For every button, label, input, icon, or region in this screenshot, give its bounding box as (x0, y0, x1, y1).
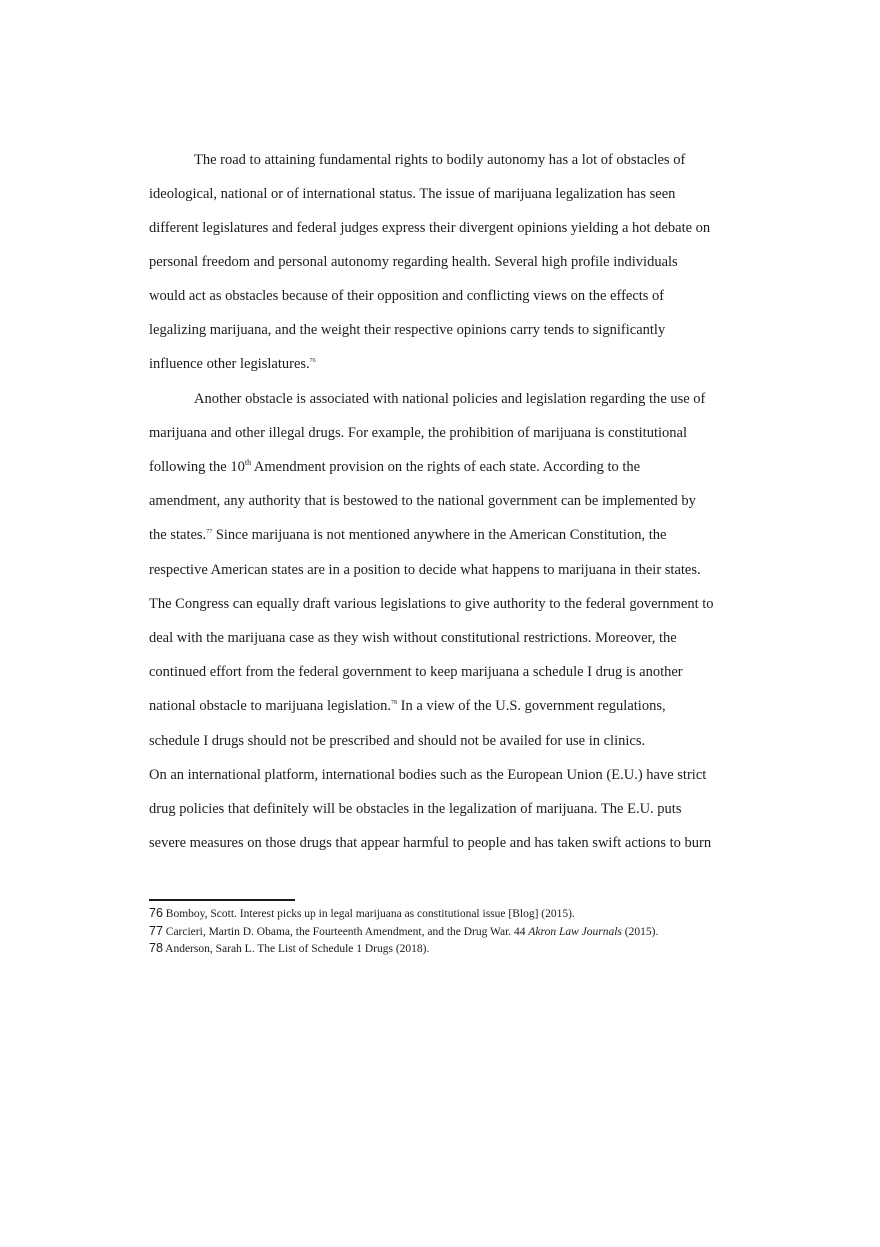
paragraph-2-line-1 (194, 390, 705, 408)
footnote-number: 77 (149, 924, 163, 938)
text-run: Since marijuana is not mentioned anywhere in the American Constitution, the (212, 527, 667, 543)
text-run: respective American states are in a position to decide what happens to marijuana in their states. (149, 562, 701, 578)
ordinal-suffix: th (244, 458, 252, 467)
footnote-ref-77[interactable]: 77 (206, 529, 213, 535)
paragraph-2-line-8 (149, 629, 677, 647)
paragraph-1-line-2 (149, 185, 675, 203)
footnote-ref-78[interactable]: 78 (391, 700, 397, 706)
text-run: legalizing marijuana, and the weight their respective opinions carry tends to significantly (149, 322, 666, 338)
text-run: On an international platform, international bodies such as the European Union (E.U.) have strict (149, 767, 707, 783)
footnote-number: 78 (149, 941, 163, 955)
paragraph-2-line-2 (149, 424, 687, 442)
footnote-77 (149, 924, 658, 939)
paragraph-3-line-2 (149, 800, 681, 818)
footnote-ref-76[interactable]: 76 (309, 358, 316, 364)
footnote-78 (149, 941, 429, 956)
paragraph-3-line-3 (149, 834, 711, 852)
text-run: continued effort from the federal government to keep marijuana a schedule I drug is another (149, 664, 683, 680)
footnote-text: (2015). (621, 926, 659, 938)
text-run: severe measures on those drugs that appear harmful to people and has taken swift actions to burn (149, 835, 712, 851)
paragraph-2-line-4 (149, 492, 696, 510)
text-run: ideological, national or of international status. The issue of marijuana legalization has seen (149, 186, 676, 202)
text-run: The road to attaining fundamental rights to bodily autonomy has a lot of obstacles of (194, 152, 686, 168)
footnote-76 (149, 906, 575, 921)
paragraph-2-line-7 (149, 595, 714, 613)
paragraph-2-line-5 (149, 526, 666, 544)
text-run: drug policies that definitely will be obstacles in the legalization of marijuana. The E.U. puts (149, 801, 682, 817)
text-run: following the 10 (149, 459, 245, 475)
paragraph-1-line-3 (149, 219, 710, 237)
text-run: influence other legislatures. (149, 356, 310, 372)
text-run: personal freedom and personal autonomy regarding health. Several high profile individuals (149, 254, 678, 270)
text-run: In a view of the U.S. government regulations, (397, 698, 666, 714)
paragraph-1-line-4 (149, 253, 678, 271)
paragraph-2-line-11 (149, 732, 645, 750)
text-run: schedule I drugs should not be prescribed and should not be availed for use in clinics. (149, 733, 646, 749)
text-run: different legislatures and federal judges express their divergent opinions yielding a hot debate on (149, 220, 711, 236)
footnote-journal-title: Akron Law Journals (528, 926, 622, 938)
text-run: deal with the marijuana case as they wish without constitutional restrictions. Moreover, the (149, 630, 677, 646)
paragraph-2-line-3 (149, 458, 640, 476)
text-run: the states. (149, 527, 207, 543)
paragraph-2-line-9 (149, 663, 683, 681)
paragraph-1-line-5 (149, 287, 664, 305)
footnote-text: Bomboy, Scott. Interest picks up in legal marijuana as constitutional issue [Blog] (2015). (162, 908, 575, 920)
text-run: would act as obstacles because of their opposition and conflicting views on the effects of (149, 288, 665, 304)
paragraph-1-line-1 (194, 151, 685, 169)
text-run: amendment, any authority that is bestowed to the national government can be implemented by (149, 493, 696, 509)
text-run: Amendment provision on the rights of each state. According to the (251, 459, 641, 475)
text-run: marijuana and other illegal drugs. For example, the prohibition of marijuana is constitutional (149, 425, 687, 441)
text-run: national obstacle to marijuana legislation. (149, 698, 391, 714)
footnote-text: Anderson, Sarah L. The List of Schedule 1 Drugs (2018). (162, 943, 430, 955)
paragraph-2-line-6 (149, 561, 701, 579)
text-run: Another obstacle is associated with national policies and legislation regarding the use of (194, 391, 706, 407)
paragraph-1-line-6 (149, 321, 665, 339)
text-run: The Congress can equally draft various legislations to give authority to the federal government to (149, 596, 714, 612)
paragraph-3-line-1 (149, 766, 706, 784)
footnote-number: 76 (149, 906, 163, 920)
paragraph-2-line-10 (149, 697, 666, 715)
paragraph-1-line-7 (149, 355, 316, 373)
footnote-text: Carcieri, Martin D. Obama, the Fourteenth Amendment, and the Drug War. 44 (162, 926, 529, 938)
footnote-separator (149, 899, 295, 901)
